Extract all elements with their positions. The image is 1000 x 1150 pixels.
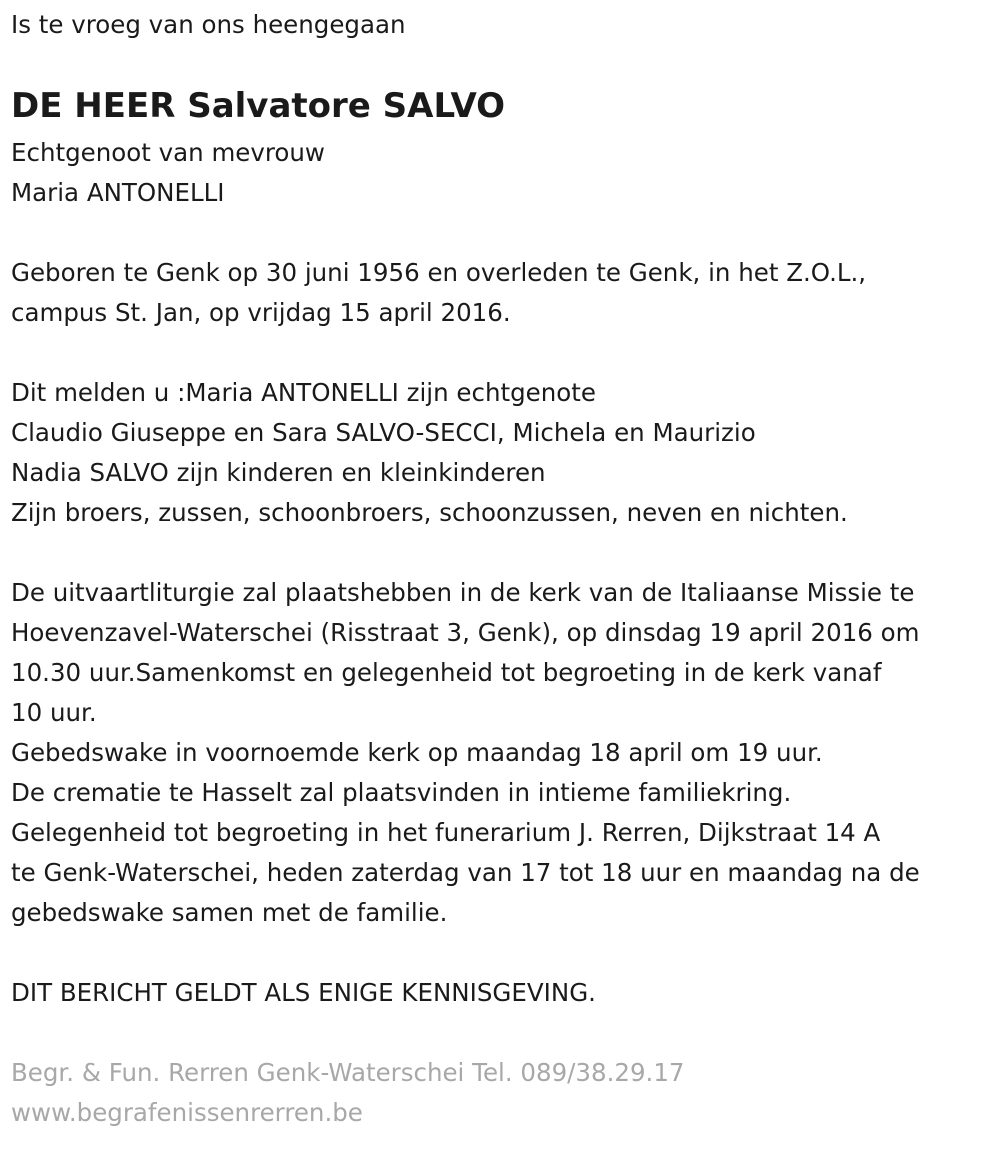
funeral-block bbox=[11, 573, 920, 933]
spouse-line: Echtgenoot van mevrouw bbox=[11, 138, 325, 167]
spouse-block bbox=[11, 133, 325, 213]
family-line: Nadia SALVO zijn kinderen en kleinkinderen bbox=[11, 458, 546, 487]
funeral-line: De uitvaartliturgie zal plaatshebben in de kerk van de Italiaanse Missie te bbox=[11, 578, 915, 607]
family-block bbox=[11, 373, 848, 533]
funeral-line: 10 uur. bbox=[11, 698, 97, 727]
funeral-line: Hoevenzavel-Waterschei (Risstraat 3, Genk), op dinsdag 19 april 2016 om bbox=[11, 618, 920, 647]
funeral-line: 10.30 uur.Samenkomst en gelegenheid tot begroeting in de kerk vanaf bbox=[11, 658, 882, 687]
birth-death-line: Geboren te Genk op 30 juni 1956 en overleden te Genk, in het Z.O.L., bbox=[11, 258, 867, 287]
intro-text: Is te vroeg van ons heengegaan bbox=[11, 10, 406, 39]
website-link[interactable]: www.begrafenissenrerren.be bbox=[11, 1098, 363, 1127]
family-line: Claudio Giuseppe en Sara SALVO-SECCI, Michela en Maurizio bbox=[11, 418, 756, 447]
footer bbox=[11, 1053, 685, 1133]
funeral-line: te Genk-Waterschei, heden zaterdag van 17 tot 18 uur en maandag na de bbox=[11, 858, 920, 887]
birth-death-line: campus St. Jan, op vrijdag 15 april 2016. bbox=[11, 298, 511, 327]
notice-block bbox=[11, 973, 596, 1013]
funeral-line: Gebedswake in voornoemde kerk op maandag 18 april om 19 uur. bbox=[11, 738, 823, 767]
funeral-line: De crematie te Hasselt zal plaatsvinden in intieme familiekring. bbox=[11, 778, 792, 807]
spouse-line: Maria ANTONELLI bbox=[11, 178, 225, 207]
undertaker-line: Begr. & Fun. Rerren Genk-Waterschei Tel. 089/38.29.17 bbox=[11, 1058, 685, 1087]
family-line: Zijn broers, zussen, schoonbroers, schoonzussen, neven en nichten. bbox=[11, 498, 848, 527]
funeral-line: gebedswake samen met de familie. bbox=[11, 898, 448, 927]
deceased-name: DE HEER Salvatore SALVO bbox=[11, 86, 506, 126]
funeral-line: Gelegenheid tot begroeting in het funerarium J. Rerren, Dijkstraat 14 A bbox=[11, 818, 881, 847]
family-line: Dit melden u :Maria ANTONELLI zijn echtgenote bbox=[11, 378, 596, 407]
notice-text: DIT BERICHT GELDT ALS ENIGE KENNISGEVING. bbox=[11, 978, 596, 1007]
birth-death-block bbox=[11, 253, 866, 333]
